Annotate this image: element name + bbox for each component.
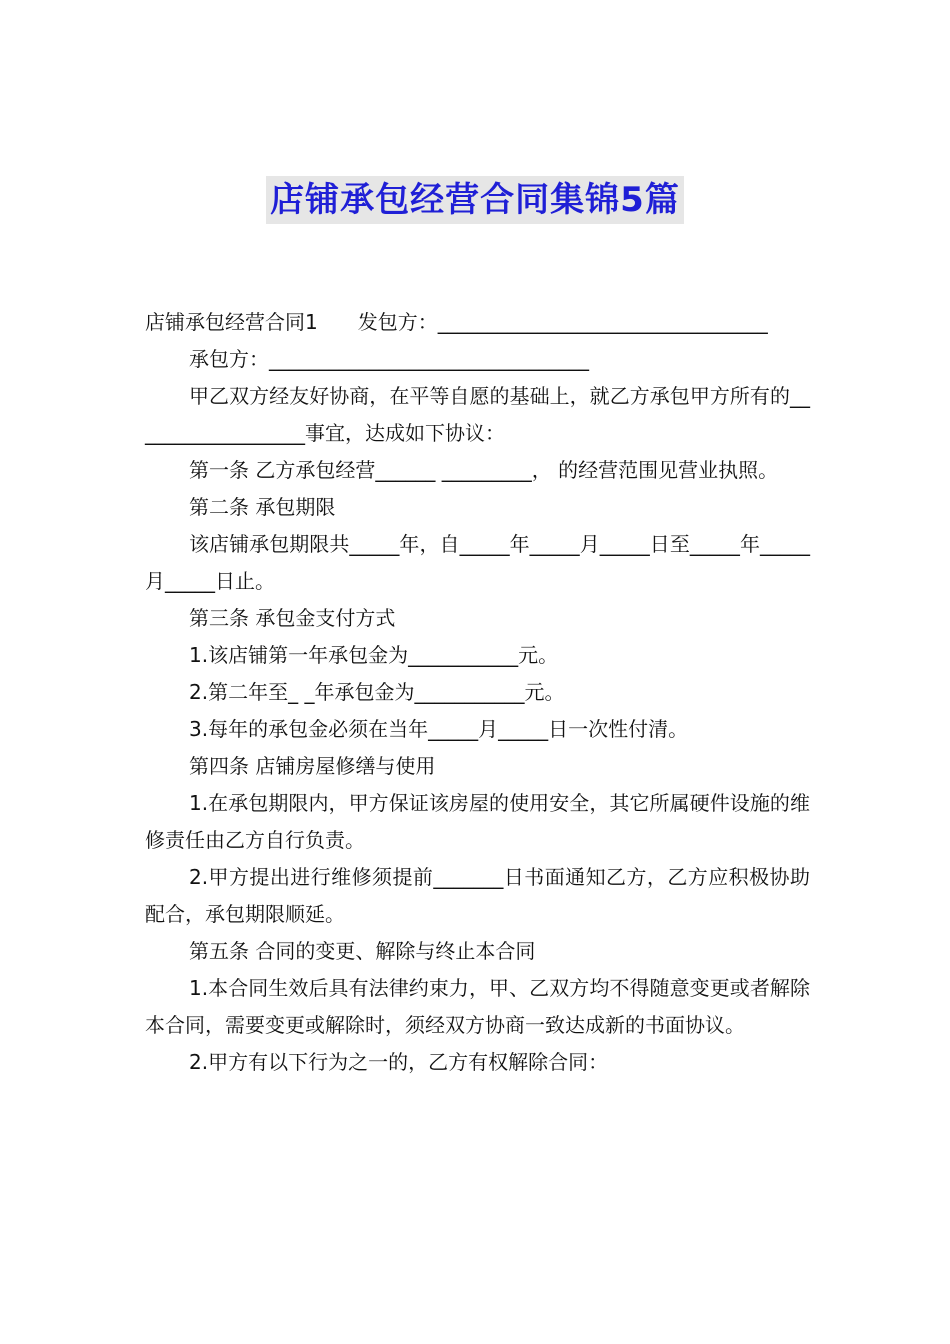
- article-3-item-2: 2.第二年至_ _年承包金为___________元。: [189, 680, 565, 704]
- article-5-item-1: 1.本合同生效后具有法律约束力，甲、乙双方均不得随意变更或者解除本合同，需要变更或解除时，须经双方协商一致达成新的书面协议。: [145, 976, 810, 1037]
- agreement-preamble: 甲乙双方经友好协商，在平等自愿的基础上，就乙方承包甲方所有的__________________事宜，达成如下协议：: [145, 384, 810, 445]
- article-4-item-2: 2.甲方提出进行维修须提前_______日书面通知乙方，乙方应积极协助配合，承包期限顺延。: [145, 865, 810, 926]
- document-title: 店铺承包经营合同集锦5篇: [266, 176, 684, 224]
- employer-party-line: 发包方：_________________________________: [357, 310, 768, 334]
- article-5-heading: 第五条 合同的变更、解除与终止本合同: [189, 939, 536, 963]
- article-2-heading: 第二条 承包期限: [189, 495, 336, 519]
- article-3-item-3: 3.每年的承包金必须在当年_____月_____日一次性付清。: [189, 717, 689, 741]
- article-5-item-2: 2.甲方有以下行为之一的，乙方有权解除合同：: [189, 1050, 609, 1074]
- first-paragraph: [145, 304, 810, 341]
- title-container: [0, 176, 950, 224]
- contractor-party-line: 承包方：________________________________: [189, 347, 589, 371]
- article-4-heading: 第四条 店铺房屋修缮与使用: [189, 754, 436, 778]
- article-3-heading: 第三条 承包金支付方式: [189, 606, 396, 630]
- article-2-term: 该店铺承包期限共_____年，自_____年_____月_____日至_____年_____月_____日止。: [145, 532, 810, 593]
- article-4-item-1: 1.在承包期限内，甲方保证该房屋的使用安全，其它所属硬件设施的维修责任由乙方自行负责。: [145, 791, 810, 852]
- document-body: [145, 304, 810, 1081]
- contract-heading: 店铺承包经营合同1: [145, 310, 318, 334]
- article-3-item-1: 1.该店铺第一年承包金为___________元。: [189, 643, 559, 667]
- article-1: 第一条 乙方承包经营______ _________， 的经营范围见营业执照。: [189, 458, 779, 482]
